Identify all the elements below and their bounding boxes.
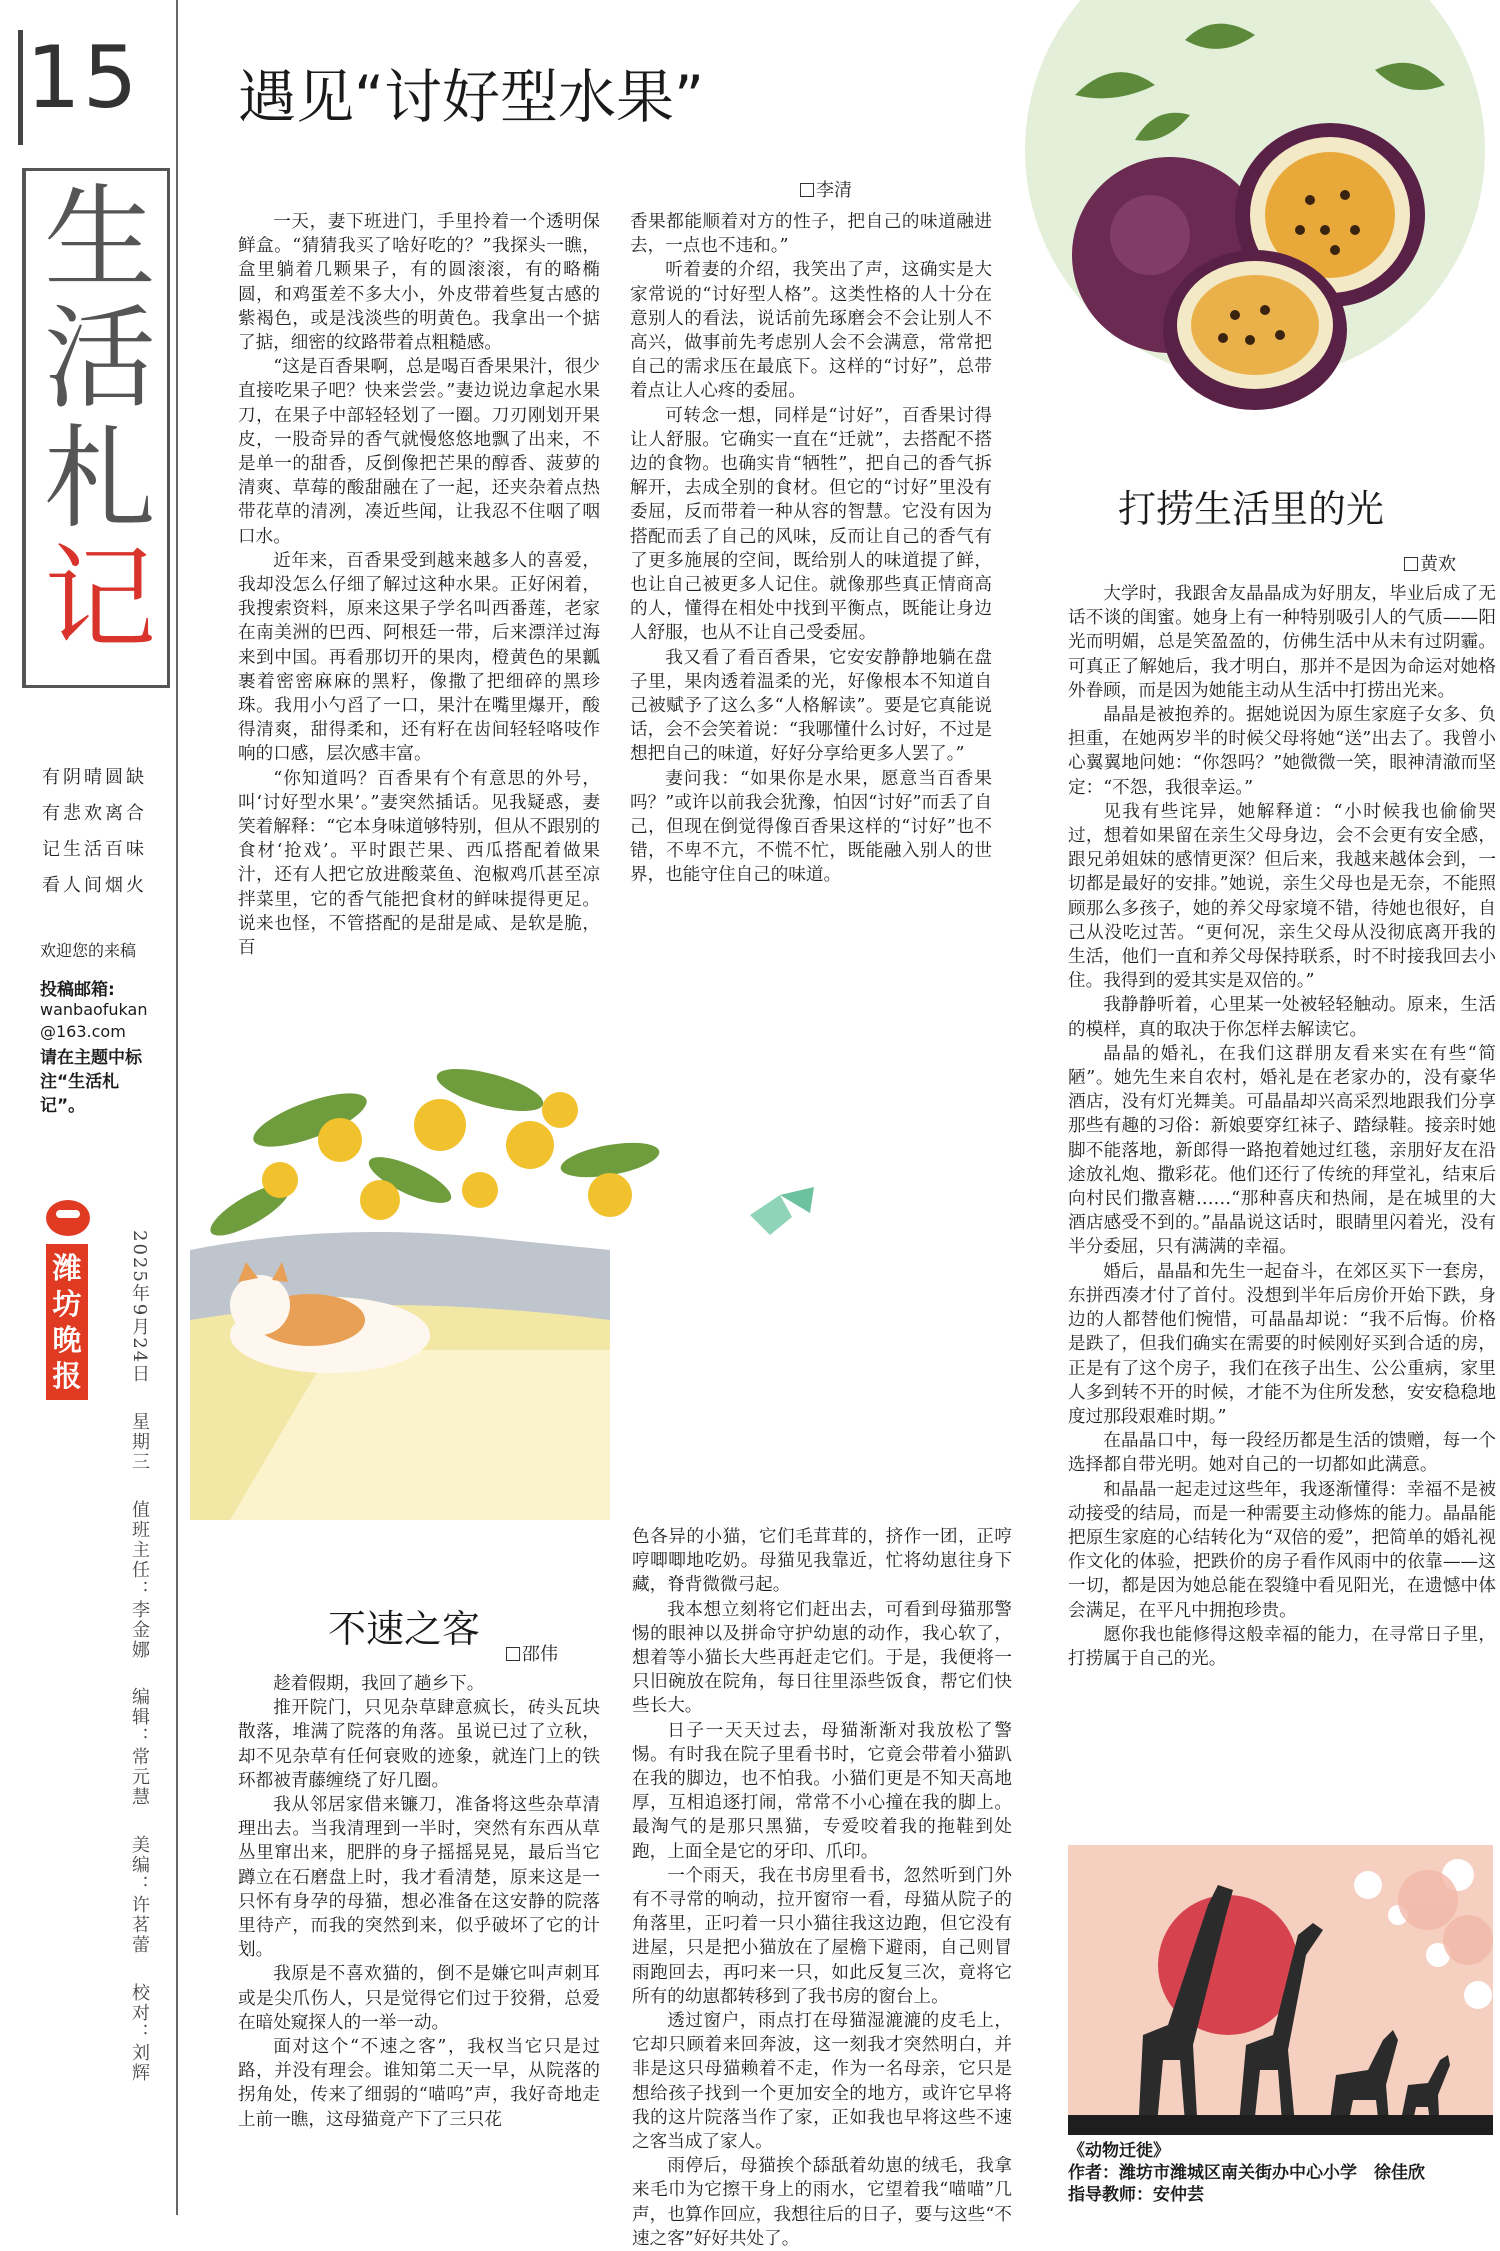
column-name-char: 活 bbox=[44, 294, 156, 424]
paragraph: 我又看了看百香果，它安安静静地躺在盘子里，果肉透着温柔的光，好像根本不知道自己被赋予了这么多“人格解读”。要是它真能说话，会不会笑着说：“我哪懂什么讨好，不过是想把自己的味道，好好分享给更多人罢了。” bbox=[630, 647, 992, 765]
byline-box-icon bbox=[506, 1647, 520, 1661]
byline-box-icon bbox=[1404, 557, 1418, 571]
artwork-teacher: 指导教师：安仲芸 bbox=[1068, 2185, 1204, 2205]
paragraph: 晶晶的婚礼，在我们这群朋友看来实在有些“简陋”。她先生来自农村，婚礼是在老家办的，没有豪华酒店，没有灯光舞美。可晶晶却兴高采烈地跟我们分享那些有趣的习俗：新娘要穿红袜子、踏绿鞋。接亲时她脚不能落地，新郎得一路抱着她过红毯，亲朋好友在沿途放礼炮、撒彩花。他们还行了传统的拜堂礼，结束后向村民们撒喜糖……“那种喜庆和热闹，是在城里的大酒店感受不到的。”晶晶说这话时，眼睛里闪着光，没有半分委屈，只有满满的幸福。 bbox=[1068, 1043, 1496, 1258]
article3-column-2 bbox=[632, 1525, 1012, 2251]
article3-byline bbox=[506, 1640, 558, 1666]
page-number-rule bbox=[18, 30, 23, 145]
motto-line: 记生活百味 bbox=[42, 839, 147, 860]
paragraph: 愿你我也能修得这般幸福的能力，在寻常日子里，打捞属于自己的光。 bbox=[1068, 1624, 1496, 1669]
article1-title: 遇见“讨好型水果” bbox=[238, 63, 705, 131]
paragraph: 晶晶是被抱养的。据她说因为原生家庭子女多、负担重，在她两岁半的时候父母将她“送”出去了。我曾小心翼翼地问她：“你怨吗？”她微微一笑，眼神清澈而坚定：“不怨，我很幸运。” bbox=[1068, 705, 1496, 798]
submission-note: 请在主题中标注“生活札记”。 bbox=[40, 1048, 142, 1116]
paragraph: 在晶晶口中，每一段经历都是生活的馈赠，每一个选择都自带光明。她对自己的一切都如此满意。 bbox=[1068, 1431, 1496, 1476]
article2-author: 黄欢 bbox=[1420, 554, 1456, 575]
editor-in-charge: 值班主任：李金娜 bbox=[129, 1499, 150, 1660]
paragraph: 面对这个“不速之客”，我权当它只是过路，并没有理会。谁知第二天一早，从院落的拐角处，传来了细弱的“喵呜”声，我好奇地走上前一瞧，这母猫竟产下了三只花 bbox=[238, 2037, 600, 2130]
article1-byline bbox=[800, 176, 852, 202]
paragraph: 香果都能顺着对方的性子，把自己的味道融进去，一点也不违和。” bbox=[630, 212, 992, 257]
paragraph: 雨停后，母猫挨个舔舐着幼崽的绒毛，我拿来毛巾为它擦干身上的雨水，它望着我“喵喵”几声，也算作回应，我想往后的日子，要与这些“不速之客”好好共处了。 bbox=[632, 2156, 1012, 2249]
paragraph: 近年来，百香果受到越来越多人的喜爱，我却没怎么仔细了解过这种水果。正好闲着，我搜索资料，原来这果子学名叫西番莲，老家在南美洲的巴西、阿根廷一带，后来漂洋过海来到中国。再看那切开的果肉，橙黄色的果瓤裹着密密麻麻的黑籽，像撒了把细碎的黑珍珠。我用小勺舀了一口，果汁在嘴里爆开，酸得清爽，甜得柔和，还有籽在齿间轻轻咯吱作响的口感，层次感丰富。 bbox=[238, 550, 600, 765]
paragraph: 可转念一想，同样是“讨好”，百香果讨得让人舒服。它确实一直在“迁就”，去搭配不搭边的食物。也确实肯“牺牲”，把自己的香气拆解开，去成全别的食材。但它的“讨好”里没有委屈，反而带着一种从容的智慧。它没有因为搭配而丢了自己的风味，反而让自己的香气有了更多施展的空间，既给别人的味道提了鲜，也让自己被更多人记住。就像那些真正情商高的人，懂得在相处中找到平衡点，既能让身边人舒服，也从不让自己受委屈。 bbox=[630, 405, 992, 644]
sidebar bbox=[0, 0, 180, 2215]
motto-line: 看人间烟火 bbox=[42, 875, 147, 896]
edition-date: 2025年9月24日 bbox=[129, 1230, 150, 1385]
column-name-box bbox=[22, 168, 170, 688]
submission-email-domain[interactable]: @163.com bbox=[40, 1022, 126, 1041]
paragraph: 一天，妻下班进门，手里拎着一个透明保鲜盒。“猜猜我买了啥好吃的？”我探头一瞧，盒里躺着几颗果子，有的圆滚滚，有的略椭圆，和鸡蛋差不多大小，外皮带着些复古感的紫褐色，或是浅淡些的明黄色。我拿出一个掂了掂，细密的纹路带着点粗糙感。 bbox=[238, 212, 600, 354]
column-motto bbox=[42, 760, 182, 904]
logo-mark-icon bbox=[46, 1200, 90, 1236]
paragraph: “你知道吗？百香果有个有意思的外号，叫‘讨好型水果’。”妻突然插话。见我疑惑，妻笑着解释：“它本身味道够特别，但从不跟别的食材‘抢戏’。平时跟芒果、西瓜搭配着做果汁，还有人把它放进酸菜鱼、泡椒鸡爪甚至凉拌菜里，它的香气能把食材的鲜味提得更足。说来也怪，不管搭配的是甜是咸、是软是脆，百 bbox=[238, 768, 600, 959]
paragraph: 大学时，我跟舍友晶晶成为好朋友，毕业后成了无话不谈的闺蜜。她身上有一种特别吸引人的气质——阳光而明媚，总是笑盈盈的，仿佛生活中从未有过阴霾。可真正了解她后，我才明白，那并不是因为命运对她格外眷顾，而是因为她能主动从生活中打捞出光来。 bbox=[1068, 584, 1496, 701]
article1-column-1 bbox=[238, 210, 600, 960]
paragraph: 透过窗户，雨点打在母猫湿漉漉的皮毛上，它却只顾着来回奔波，这一刻我才突然明白，并非是这只母猫赖着不走，作为一名母亲，它只是想给孩子找到一个更加安全的地方，或许它早将我的这片院落当作了家，正如我也早将这些不速之客当成了家人。 bbox=[632, 2011, 1012, 2153]
cat-osmanthus-illustration bbox=[190, 1050, 880, 1520]
passion-fruit-illustration bbox=[955, 0, 1500, 440]
article2-byline bbox=[1404, 550, 1456, 576]
edition-info bbox=[112, 1230, 152, 2103]
student-artwork-giraffes bbox=[1068, 1845, 1493, 2135]
paragraph: 妻问我：“如果你是水果，愿意当百香果吗？”或许以前我会犹豫，怕因“讨好”而丢了自己，但现在倒觉得像百香果这样的“讨好”也不错，不卑不亢，不慌不忙，既能融入别人的世界，也能守住自己的味道。 bbox=[630, 768, 992, 886]
byline-box-icon bbox=[800, 183, 814, 197]
paragraph: 婚后，晶晶和先生一起奋斗，在郊区买下一套房，东拼西凑才付了首付。没想到半年后房价开始下跌，身边的人都替他们惋惜，可晶晶却说：“我不后悔。价格是跌了，但我们确实在需要的时候刚好买到合适的房，正是有了这个房子，我们在孩子出生、公公重病，家里人多到转不开的时候，才能不为住所发愁，安安稳稳地度过那段艰难时期。” bbox=[1068, 1261, 1496, 1427]
article2-column bbox=[1068, 582, 1496, 1671]
submission-email[interactable]: wanbaofukan bbox=[40, 1000, 148, 1019]
submission-label: 投稿邮箱: bbox=[40, 980, 115, 1000]
paper-name: 潍坊晚报 bbox=[46, 1244, 88, 1400]
article1-column-2 bbox=[630, 210, 992, 888]
submission-welcome: 欢迎您的来稿 bbox=[40, 941, 137, 960]
paragraph: 听着妻的介绍，我笑出了声，这确实是大家常说的“讨好型人格”。这类性格的人十分在意别人的看法，说话前先琢磨会不会让别人不高兴，做事前先考虑别人会不会满意，常常把自己的需求压在最底下。这样的“讨好”，总带着点让人心疼的委屈。 bbox=[630, 260, 992, 402]
artwork-title: 《动物迁徙》 bbox=[1068, 2141, 1170, 2161]
edition-weekday: 星期三 bbox=[129, 1411, 150, 1472]
art-editor: 美编：许茗蕾 bbox=[129, 1835, 150, 1956]
paper-logo bbox=[46, 1200, 92, 1400]
proofreader: 校对：刘辉 bbox=[129, 1982, 150, 2083]
article1-author: 李清 bbox=[816, 180, 852, 201]
editor: 编辑：常元慧 bbox=[129, 1687, 150, 1808]
page-number: 15 bbox=[26, 28, 140, 128]
paragraph: 一个雨天，我在书房里看书，忽然听到门外有不寻常的响动，拉开窗帘一看，母猫从院子的角落里，正叼着一只小猫往我这边跑，但它没有进屋，只是把小猫放在了屋檐下避雨，自己则冒雨跑回去，再叼来一只，如此反复三次，竟将它所有的幼崽都转移到了我书房的窗台上。 bbox=[632, 1865, 1012, 2007]
paragraph: 色各异的小猫，它们毛茸茸的，挤作一团，正哼哼唧唧地吃奶。母猫见我靠近，忙将幼崽往身下藏，脊背微微弓起。 bbox=[632, 1527, 1012, 1596]
paragraph: 我本想立刻将它们赶出去，可看到母猫那警惕的眼神以及拼命守护幼崽的动作，我心软了，想着等小猫长大些再赶走它们。于是，我便将一只旧碗放在院角，每日往里添些饭食，帮它们快些长大。 bbox=[632, 1599, 1012, 1717]
column-name-char: 生 bbox=[44, 174, 156, 304]
article3-author: 邵伟 bbox=[522, 1644, 558, 1665]
article3-column-1 bbox=[238, 1672, 600, 2132]
paragraph: 我从邻居家借来镰刀，准备将这些杂草清理出去。当我清理到一半时，突然有东西从草丛里窜出来，肥胖的身子摇摇晃晃，最后当它蹲立在石磨盘上时，我才看清楚，原来这是一只怀有身孕的母猫，想必准备在这安静的院落里待产，而我的突然到来，似乎破坏了它的计划。 bbox=[238, 1795, 600, 1961]
column-name-char: 记 bbox=[44, 534, 156, 664]
paragraph: “这是百香果啊，总是喝百香果果汁，很少直接吃果子吧？快来尝尝。”妻边说边拿起水果刀，在果子中部轻轻划了一圈。刀刃刚划开果皮，一股奇异的香气就慢悠悠地飘了出来，不是单一的甜香，反倒像把芒果的醇香、菠萝的清爽、草莓的酸甜融在了一起，还夹杂着点热带花草的清冽，凑近些闻，让我忍不住咽了咽口水。 bbox=[238, 357, 600, 547]
paragraph: 推开院门，只见杂草肆意疯长，砖头瓦块散落，堆满了院落的角落。虽说已过了立秋，却不见杂草有任何衰败的迹象，就连门上的铁环都被青藤缠绕了好几圈。 bbox=[238, 1698, 600, 1791]
paragraph: 我原是不喜欢猫的，倒不是嫌它叫声刺耳或是尖爪伤人，只是觉得它们过于狡猾，总爱在暗处窥探人的一举一动。 bbox=[238, 1964, 600, 2033]
column-name-char: 札 bbox=[44, 414, 156, 544]
paragraph: 趁着假期，我回了趟乡下。 bbox=[273, 1674, 485, 1694]
sidebar-divider bbox=[176, 0, 178, 2215]
motto-line: 有悲欢离合 bbox=[42, 803, 147, 824]
artwork-caption bbox=[1068, 2140, 1493, 2206]
artwork-author: 作者：潍坊市潍城区南关街办中心小学 徐佳欣 bbox=[1068, 2163, 1425, 2183]
article2-title: 打捞生活里的光 bbox=[1118, 487, 1385, 531]
paragraph: 和晶晶一起走过这些年，我逐渐懂得：幸福不是被动接受的结局，而是一种需要主动修炼的能力。晶晶能把原生家庭的心结转化为“双倍的爱”，把简单的婚礼视作文化的体验，把跌价的房子看作风雨中的依靠——这一切，都是因为她总能在裂缝中看见阳光，在遗憾中体会满足，在平凡中拥抱珍贵。 bbox=[1068, 1479, 1496, 1621]
article3-title: 不速之客 bbox=[328, 1607, 481, 1651]
paragraph: 我静静听着，心里某一处被轻轻触动。原来，生活的模样，真的取决于你怎样去解读它。 bbox=[1068, 995, 1496, 1040]
paragraph: 见我有些诧异，她解释道：“小时候我也偷偷哭过，想着如果留在亲生父母身边，会不会更有安全感，跟兄弟姐妹的感情更深？但后来，我越来越体会到，一切都是最好的安排。”她说，亲生父母也是无奈，不能照顾那么多孩子，她的养父母家境不错，待她也很好，自己从没吃过苦。“更何况，亲生父母从没彻底离开我的生活，他们一直和养父母保持联系，时不时接我回去小住。我得到的爱其实是双倍的。” bbox=[1068, 801, 1496, 992]
motto-line: 有阴晴圆缺 bbox=[42, 767, 147, 788]
paragraph: 日子一天天过去，母猫渐渐对我放松了警惕。有时我在院子里看书时，它竟会带着小猫趴在我的脚边，也不怕我。小猫们更是不知天高地厚，互相追逐打闹，常常不小心撞在我的脚上。最淘气的是那只黑猫，专爱咬着我的拖鞋到处跑，上面全是它的牙印、爪印。 bbox=[632, 1720, 1012, 1862]
